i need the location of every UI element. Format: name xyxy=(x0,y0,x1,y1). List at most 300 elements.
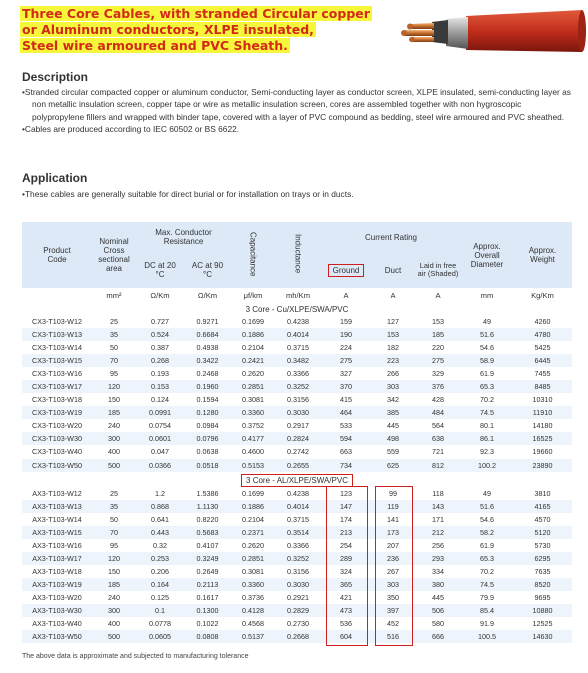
table-cell: 536 xyxy=(340,619,352,629)
table-cell: 49 xyxy=(483,317,491,327)
table-cell: 0.3736 xyxy=(242,592,264,602)
table-cell: 721 xyxy=(432,447,444,457)
table-cell: 0.1699 xyxy=(242,488,264,498)
table-cell: 54.6 xyxy=(480,343,494,353)
table-row xyxy=(22,617,572,630)
table-cell: 324 xyxy=(340,566,352,576)
table-cell: 559 xyxy=(387,447,399,457)
table-cell: 365 xyxy=(321,578,371,591)
table-cell: 0.3752 xyxy=(242,421,264,431)
table-cell: 174 xyxy=(340,514,352,524)
unit-cell: mm xyxy=(480,291,494,300)
table-cell: 0.2917 xyxy=(287,421,309,431)
table-cell: 533 xyxy=(340,421,352,431)
application-text xyxy=(22,188,572,200)
table-cell: 120 xyxy=(92,552,136,565)
table-cell: 625 xyxy=(371,459,415,472)
table-cell: 428 xyxy=(432,395,444,405)
table-cell: 0.1960 xyxy=(184,380,231,393)
product-code-cell: AX3-T103-W17 xyxy=(22,552,92,565)
table-cell: 185 xyxy=(415,328,461,341)
table-cell: 0.2649 xyxy=(196,566,219,576)
table-cell: 86.1 xyxy=(461,432,513,445)
table-cell: 604 xyxy=(321,630,371,643)
cu-rows xyxy=(22,315,572,472)
table-cell: 500 xyxy=(92,630,136,643)
table-cell: 0.2421 xyxy=(231,354,275,367)
table-cell: 120 xyxy=(92,380,136,393)
table-cell: 385 xyxy=(371,406,415,419)
table-row xyxy=(22,419,572,432)
table-cell: 484 xyxy=(415,406,461,419)
table-cell: 185 xyxy=(92,578,136,591)
table-cell: 498 xyxy=(371,432,415,445)
header-ac: AC at 90 °C xyxy=(191,261,224,279)
table-row xyxy=(22,539,572,552)
table-cell: 663 xyxy=(340,447,352,457)
table-cell: 173 xyxy=(371,526,415,539)
description-text xyxy=(22,86,572,135)
description-paragraph: •Stranded circular compacted copper or aluminum conductor, Semi-conducting layer as conductor screen, XLPE insulated, semi-conducting layer as non metallic insulation screen, copper tape or wire as metallic insulation screen, cores are assembled together with non hygroscopic polypropylene fillers and wrapped with binder tape, covered with a layer of PVC compound as bedding, steel wire armoured and PVC sheathed. xyxy=(22,87,571,122)
table-cell: 464 xyxy=(321,406,371,419)
table-cell: 51.6 xyxy=(461,328,513,341)
product-code-cell: CX3-T103-W13 xyxy=(22,328,92,341)
table-cell: 594 xyxy=(321,432,371,445)
table-cell: 65.3 xyxy=(461,380,513,393)
table-cell: 5120 xyxy=(513,526,572,539)
cable-illustration xyxy=(396,2,586,60)
table-cell: 0.3360 xyxy=(231,578,275,591)
table-cell: 397 xyxy=(371,604,415,617)
table-row xyxy=(22,604,572,617)
header-max-resistance: Max. Conductor Resistance xyxy=(155,228,212,246)
table-cell: 182 xyxy=(387,343,399,353)
table-cell: 190 xyxy=(321,328,371,341)
title-line-2: or Aluminum conductors, XLPE insulated, xyxy=(22,22,314,37)
table-cell: 50 xyxy=(110,514,118,524)
table-row xyxy=(22,578,572,591)
product-code-cell: AX3-T103-W40 xyxy=(32,619,82,629)
table-cell: 506 xyxy=(415,604,461,617)
table-cell: 275 xyxy=(321,354,371,367)
table-cell: 0.0808 xyxy=(184,630,231,643)
table-cell: 7635 xyxy=(534,566,551,576)
table-cell: 370 xyxy=(321,380,371,393)
table-cell: 141 xyxy=(387,514,399,524)
table-cell: 143 xyxy=(415,500,461,513)
table-cell: 0.2742 xyxy=(287,447,309,457)
table-cell: 0.727 xyxy=(151,317,169,327)
table-cell: 0.2104 xyxy=(242,343,264,353)
unit-cell: A xyxy=(343,291,349,300)
table-cell: 70.2 xyxy=(480,566,494,576)
product-code-cell: CX3-T103-W15 xyxy=(22,354,92,367)
table-cell: 0.2824 xyxy=(275,432,321,445)
table-cell: 127 xyxy=(387,317,399,327)
table-cell: 256 xyxy=(432,540,444,550)
table-cell: 95 xyxy=(110,369,118,379)
table-cell: 0.268 xyxy=(136,354,184,367)
product-code-cell: CX3-T103-W30 xyxy=(22,432,92,445)
table-cell: 185 xyxy=(92,406,136,419)
table-cell: 0.5137 xyxy=(231,630,275,643)
table-row xyxy=(22,354,572,367)
table-cell: 10880 xyxy=(513,604,572,617)
table-cell: 147 xyxy=(321,500,371,513)
product-code-cell: CX3-T103-W18 xyxy=(32,395,82,405)
table-cell: 0.1594 xyxy=(196,395,219,405)
table-cell: 0.164 xyxy=(136,578,184,591)
table-cell: 99 xyxy=(389,488,397,498)
table-cell: 327 xyxy=(340,369,352,379)
table-cell: 8520 xyxy=(513,578,572,591)
header-inductance: Inductance xyxy=(293,234,303,274)
table-cell: 0.3514 xyxy=(275,526,321,539)
table-cell: 452 xyxy=(387,619,399,629)
header-laid-free-air: Laid in free air (Shaded) xyxy=(417,261,459,278)
table-row xyxy=(22,380,572,393)
header-duct: Duct xyxy=(384,265,402,275)
table-cell: 473 xyxy=(321,604,371,617)
table-cell: 0.1 xyxy=(136,604,184,617)
table-cell: 223 xyxy=(371,354,415,367)
product-code-cell: AX3-T103-W19 xyxy=(22,578,92,591)
table-cell: 0.387 xyxy=(151,343,169,353)
cable-spec-table xyxy=(22,222,572,643)
table-cell: 0.3081 xyxy=(242,566,264,576)
table-cell: 207 xyxy=(387,540,399,550)
table-cell: 70.2 xyxy=(480,395,494,405)
table-cell: 0.0754 xyxy=(149,421,171,431)
table-cell: 293 xyxy=(415,552,461,565)
table-cell: 0.3156 xyxy=(287,395,309,405)
table-cell: 11910 xyxy=(513,406,572,419)
table-row xyxy=(22,459,572,472)
table-row xyxy=(22,367,572,380)
table-cell: 380 xyxy=(415,578,461,591)
table-row xyxy=(22,315,572,328)
table-cell: 35 xyxy=(92,500,136,513)
table-cell: 220 xyxy=(432,343,444,353)
table-cell: 16525 xyxy=(513,432,572,445)
table-cell: 445 xyxy=(432,592,444,602)
product-code-cell: CX3-T103-W50 xyxy=(22,459,92,472)
table-cell: 0.3360 xyxy=(231,406,275,419)
unit-cell: mh/Km xyxy=(285,291,311,300)
table-cell: 580 xyxy=(432,619,444,629)
table-cell: 1.1130 xyxy=(184,500,231,513)
page-title xyxy=(20,6,372,54)
table-cell: 3810 xyxy=(534,488,551,498)
product-code-cell: AX3-T103-W14 xyxy=(32,514,82,524)
table-cell: 80.1 xyxy=(480,421,494,431)
table-row xyxy=(22,591,572,604)
table-cell: 0.5683 xyxy=(184,526,231,539)
table-cell: 0.2620 xyxy=(242,369,264,379)
table-cell: 638 xyxy=(415,432,461,445)
header-diameter: Approx. Overall Diameter xyxy=(470,241,504,269)
table-cell: 0.1617 xyxy=(196,592,219,602)
table-cell: 0.3422 xyxy=(184,354,231,367)
table-cell: 0.3366 xyxy=(287,369,309,379)
table-cell: 4570 xyxy=(534,514,551,524)
table-row xyxy=(22,406,572,419)
table-cell: 240 xyxy=(108,592,120,602)
header-product-code: Product Code xyxy=(43,246,71,264)
table-cell: 0.1280 xyxy=(184,406,231,419)
table-row xyxy=(22,445,572,458)
unit-cell: Kg/Km xyxy=(531,291,554,300)
table-cell: 224 xyxy=(340,343,352,353)
table-cell: 6295 xyxy=(513,552,572,565)
table-cell: 153 xyxy=(432,317,444,327)
table-cell: 376 xyxy=(415,380,461,393)
table-cell: 0.1300 xyxy=(184,604,231,617)
product-code-cell: AX3-T103-W18 xyxy=(32,566,82,576)
table-cell: 0.6684 xyxy=(184,328,231,341)
table-cell: 0.2104 xyxy=(242,514,264,524)
title-line-3: Steel wire armoured and PVC Sheath. xyxy=(22,38,288,53)
table-cell: 119 xyxy=(371,500,415,513)
table-cell: 7455 xyxy=(534,369,551,379)
table-cell: 23890 xyxy=(513,459,572,472)
table-cell: 92.3 xyxy=(480,447,494,457)
table-cell: 0.0518 xyxy=(184,459,231,472)
table-cell: 734 xyxy=(321,459,371,472)
table-cell: 213 xyxy=(321,526,371,539)
table-cell: 150 xyxy=(108,395,120,405)
table-cell: 0.5153 xyxy=(231,459,275,472)
table-cell: 812 xyxy=(415,459,461,472)
table-row xyxy=(22,630,572,643)
product-code-cell: AX3-T103-W30 xyxy=(22,604,92,617)
table-row xyxy=(22,513,572,526)
table-cell: 240 xyxy=(108,421,120,431)
product-code-cell: CX3-T103-W40 xyxy=(32,447,82,457)
table-cell: 35 xyxy=(92,328,136,341)
table-cell: 516 xyxy=(371,630,415,643)
table-cell: 0.3249 xyxy=(184,552,231,565)
table-cell: 0.4128 xyxy=(231,604,275,617)
table-cell: 445 xyxy=(387,421,399,431)
table-cell: 0.4938 xyxy=(196,343,219,353)
table-cell: 275 xyxy=(415,354,461,367)
table-cell: 4260 xyxy=(534,317,551,327)
table-cell: 0.2829 xyxy=(275,604,321,617)
table-cell: 0.3252 xyxy=(275,552,321,565)
table-cell: 0.0601 xyxy=(136,432,184,445)
table-cell: 400 xyxy=(108,619,120,629)
product-code-cell: AX3-T103-W16 xyxy=(32,540,82,550)
table-cell: 342 xyxy=(387,395,399,405)
table-cell: 51.6 xyxy=(461,500,513,513)
table-cell: 19660 xyxy=(532,447,553,457)
table-cell: 0.0605 xyxy=(136,630,184,643)
table-cell: 415 xyxy=(340,395,352,405)
table-cell: 0.253 xyxy=(136,552,184,565)
table-cell: 74.5 xyxy=(461,578,513,591)
table-cell: 61.9 xyxy=(480,540,494,550)
table-cell: 0.0778 xyxy=(149,619,171,629)
table-cell: 564 xyxy=(432,421,444,431)
table-cell: 91.9 xyxy=(480,619,494,629)
table-cell: 0.4014 xyxy=(275,328,321,341)
unit-cell: μf/km xyxy=(243,291,263,300)
table-cell: 303 xyxy=(371,380,415,393)
table-cell: 58.2 xyxy=(461,526,513,539)
table-row xyxy=(22,341,572,354)
table-cell: 118 xyxy=(432,488,444,498)
table-cell: 0.32 xyxy=(153,540,167,550)
product-code-cell: CX3-T103-W19 xyxy=(22,406,92,419)
table-cell: 54.6 xyxy=(480,514,494,524)
table-cell: 123 xyxy=(340,488,352,498)
table-cell: 236 xyxy=(371,552,415,565)
unit-cell: A xyxy=(435,291,441,300)
table-cell: 0.0984 xyxy=(196,421,219,431)
table-cell: 85.4 xyxy=(461,604,513,617)
table-cell: 0.2668 xyxy=(275,630,321,643)
table-cell: 0.2851 xyxy=(231,552,275,565)
table-cell: 0.2655 xyxy=(275,459,321,472)
table-cell: 0.3081 xyxy=(242,395,264,405)
table-cell: 0.4107 xyxy=(196,540,219,550)
table-cell: 0.4014 xyxy=(275,500,321,513)
description-heading: Description xyxy=(22,70,89,84)
table-row xyxy=(22,393,572,406)
table-cell: 0.124 xyxy=(151,395,169,405)
table-row xyxy=(22,565,572,578)
table-cell: 0.2620 xyxy=(242,540,264,550)
title-line-1: Three Core Cables, with stranded Circular copper xyxy=(22,6,370,21)
table-cell: 0.3715 xyxy=(287,343,309,353)
table-cell: 95 xyxy=(110,540,118,550)
table-cell: 0.1886 xyxy=(231,328,275,341)
table-cell: 70 xyxy=(92,526,136,539)
table-cell: 666 xyxy=(415,630,461,643)
header-nominal-area: Nominal Cross sectional area xyxy=(98,237,130,273)
unit-cell: Ω/Km xyxy=(197,291,218,300)
header-capacitance: Capacitance xyxy=(248,231,258,277)
header-current-rating: Current Rating xyxy=(364,232,418,242)
table-cell: 329 xyxy=(432,369,444,379)
table-cell: 70 xyxy=(92,354,136,367)
table-cell: 0.2851 xyxy=(231,380,275,393)
description-standard: •Cables are produced according to IEC 60502 or BS 6622. xyxy=(22,123,240,134)
table-cell: 49 xyxy=(483,488,491,498)
product-code-cell: CX3-T103-W14 xyxy=(32,343,82,353)
product-code-cell: CX3-T103-W16 xyxy=(32,369,82,379)
unit-cell: Ω/Km xyxy=(150,291,170,300)
table-cell: 0.1022 xyxy=(196,619,219,629)
table-cell: 5730 xyxy=(534,540,551,550)
product-code-cell: AX3-T103-W50 xyxy=(22,630,92,643)
table-cell: 0.0796 xyxy=(184,432,231,445)
table-cell: 0.2371 xyxy=(231,526,275,539)
table-cell: 334 xyxy=(432,566,444,576)
table-cell: 254 xyxy=(340,540,352,550)
table-cell: 500 xyxy=(92,459,136,472)
table-cell: 14180 xyxy=(532,421,553,431)
table-cell: 150 xyxy=(108,566,120,576)
table-cell: 6445 xyxy=(513,354,572,367)
table-cell: 153 xyxy=(371,328,415,341)
table-row xyxy=(22,487,572,500)
table-cell: 25 xyxy=(110,317,118,327)
units-row xyxy=(22,288,572,303)
table-cell: 300 xyxy=(92,604,136,617)
table-cell: 0.2113 xyxy=(184,578,231,591)
table-cell: 0.1699 xyxy=(242,317,264,327)
table-cell: 4165 xyxy=(513,500,572,513)
table-cell: 0.3156 xyxy=(287,566,309,576)
table-cell: 0.3030 xyxy=(275,406,321,419)
table-cell: 0.9271 xyxy=(196,317,219,327)
table-cell: 58.9 xyxy=(461,354,513,367)
table-cell: 0.3482 xyxy=(275,354,321,367)
table-cell: 65.3 xyxy=(461,552,513,565)
table-cell: 0.8220 xyxy=(196,514,219,524)
group-heading-cu: 3 Core - Cu/XLPE/SWA/PVC xyxy=(245,304,349,314)
table-cell: 9695 xyxy=(534,592,551,602)
table-cell: 4780 xyxy=(513,328,572,341)
table-cell: 303 xyxy=(371,578,415,591)
table-cell: 8485 xyxy=(513,380,572,393)
table-cell: 74.5 xyxy=(461,406,513,419)
table-cell: 10310 xyxy=(532,395,553,405)
table-cell: 0.2921 xyxy=(287,592,309,602)
table-cell: 0.0366 xyxy=(136,459,184,472)
product-code-cell: AX3-T103-W13 xyxy=(22,500,92,513)
table-cell: 289 xyxy=(321,552,371,565)
table-row xyxy=(22,552,572,565)
table-cell: 0.0638 xyxy=(196,447,219,457)
table-cell: 0.3252 xyxy=(275,380,321,393)
table-cell: 12525 xyxy=(532,619,553,629)
product-code-cell: AX3-T103-W15 xyxy=(22,526,92,539)
table-cell: 266 xyxy=(387,369,399,379)
table-cell: 300 xyxy=(92,432,136,445)
al-rows xyxy=(22,487,572,644)
application-heading: Application xyxy=(22,171,88,185)
table-cell: 0.4177 xyxy=(231,432,275,445)
table-cell: 0.0991 xyxy=(136,406,184,419)
table-cell: 0.4238 xyxy=(287,317,309,327)
table-row xyxy=(22,526,572,539)
table-cell: 0.4568 xyxy=(242,619,264,629)
table-cell: 159 xyxy=(340,317,352,327)
table-cell: 212 xyxy=(415,526,461,539)
header-ground: Ground xyxy=(328,264,365,277)
table-cell: 1.5386 xyxy=(196,488,219,498)
table-cell: 171 xyxy=(432,514,444,524)
table-row xyxy=(22,432,572,445)
table-cell: 25 xyxy=(110,488,118,498)
table-cell: 0.3366 xyxy=(287,540,309,550)
footnote: The above data is approximate and subjected to manufacturing tolerance xyxy=(22,653,249,660)
table-cell: 79.9 xyxy=(480,592,494,602)
table-cell: 0.2730 xyxy=(287,619,309,629)
table-cell: 0.524 xyxy=(136,328,184,341)
table-cell: 0.153 xyxy=(136,380,184,393)
table-cell: 0.206 xyxy=(151,566,169,576)
table-cell: 350 xyxy=(387,592,399,602)
table-cell: 400 xyxy=(108,447,120,457)
table-cell: 0.4600 xyxy=(242,447,264,457)
product-code-cell: CX3-T103-W17 xyxy=(22,380,92,393)
table-cell: 0.125 xyxy=(151,592,169,602)
table-cell: 14630 xyxy=(513,630,572,643)
